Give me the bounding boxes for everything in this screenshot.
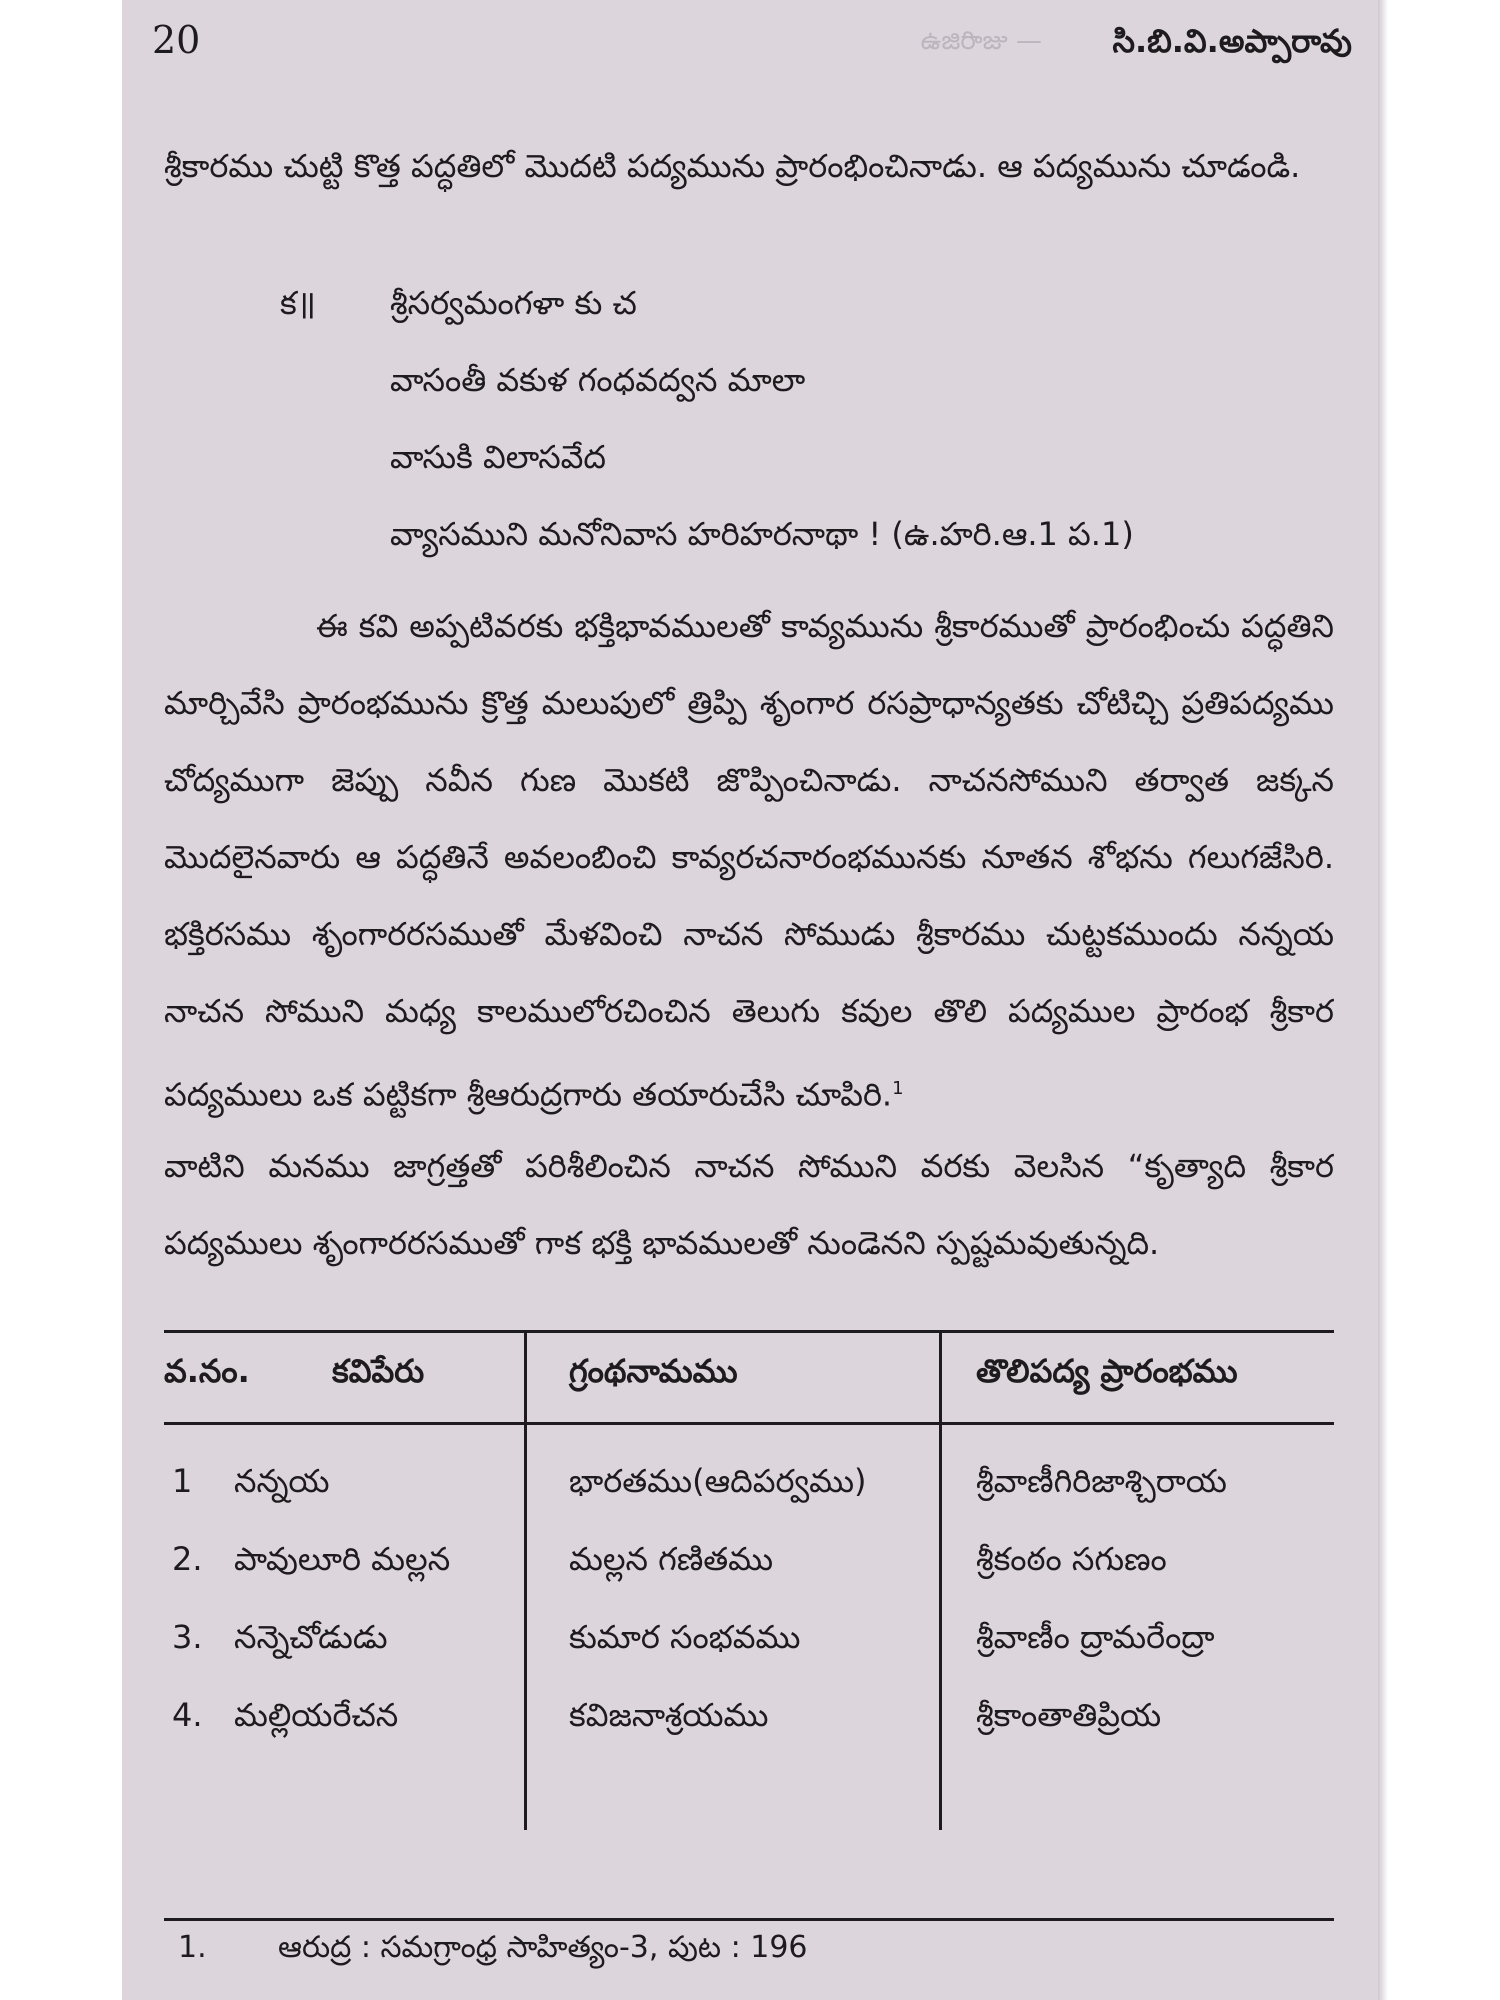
row-work: మల్లన గణితము — [569, 1540, 774, 1578]
row-poet: నన్నయ — [234, 1462, 330, 1500]
verse-line: శ్రీసర్వమంగళా కు చ — [390, 284, 637, 322]
page-header — [152, 18, 1352, 68]
table-header-rule — [164, 1422, 1334, 1425]
paragraph-commentary — [164, 588, 1334, 1134]
row-poet: మల్లియరేచన — [234, 1696, 399, 1734]
footnote-reference: 1 — [892, 1078, 904, 1099]
footnote-rule — [164, 1918, 1334, 1921]
table-column-divider — [939, 1330, 942, 1830]
row-serial: 3. — [172, 1618, 203, 1656]
row-poet: నన్నెచోడుడు — [234, 1618, 388, 1656]
page-number: 20 — [152, 18, 201, 62]
row-opening: శ్రీవాణీగిరిజాశ్చిరాయ — [976, 1462, 1227, 1500]
paragraph-intro: శ్రీకారము చుట్టి కొత్త పద్ధతిలో మొదటి పద్యమును ప్రారంభించినాడు. ఆ పద్యమును చూడండి. — [164, 147, 1301, 185]
header-serial: వ.నం. — [164, 1352, 250, 1390]
running-title: సి.బి.వి.అప్పారావు — [1112, 22, 1352, 60]
row-serial: 4. — [172, 1696, 203, 1734]
poets-table — [164, 1330, 1334, 1832]
row-opening: శ్రీకాంతాతిప్రియ — [976, 1696, 1162, 1734]
row-work: కవిజనాశ్రయము — [569, 1696, 769, 1734]
verse-line: వాసుకి విలాసవేద — [390, 438, 607, 476]
book-page — [122, 0, 1378, 2000]
row-work: కుమార సంభవము — [569, 1618, 801, 1656]
footnote — [178, 1930, 808, 1972]
row-serial: 2. — [172, 1540, 203, 1578]
row-poet: పావులూరి మల్లన — [234, 1540, 451, 1578]
verse-meter-marker: క॥ — [280, 284, 316, 322]
page-edge-shadow — [1378, 0, 1388, 2000]
footnote-number: 1. — [178, 1930, 207, 1965]
verse-line: వ్యాసముని మనోనివాస హరిహరనాథా ! (ఉ.హరి.ఆ.1 ప.1) — [390, 515, 1134, 553]
header-opening: తొలిపద్య ప్రారంభము — [976, 1352, 1238, 1390]
table-column-divider — [524, 1330, 527, 1830]
header-work: గ్రంథనామము — [569, 1352, 738, 1390]
row-work: భారతము(ఆదిపర్వము) — [569, 1462, 867, 1500]
footnote-text: ఆరుద్ర : సమగ్రాంధ్ర సాహిత్యం-3, పుట : 196 — [278, 1930, 808, 1965]
row-opening: శ్రీకంఠం సగుణం — [976, 1540, 1167, 1578]
paragraph-commentary-text: ఈ కవి అప్పటివరకు భక్తిభావములతో కావ్యమును శ్రీకారముతో ప్రారంభించు పద్ధతిని మార్చివేసి ప్రారంభమును క్రొత్త మలుపులో త్రిప్పి శృంగార రసప్రాధాన్యతకు చోటిచ్చి ప్రతిపద్యము చోద్యముగా జెప్పు నవీన గుణ మొకటి జొప్పించినాడు. నాచనసోముని తర్వాత జక్కన మొదలైనవారు ఆ పద్ధతినే అవలంబించి కావ్యరచనారంభమునకు నూతన శోభను గలుగజేసిరి. భక్తిరసము శృంగారరసముతో మేళవించి నాచన సోముడు శ్రీకారము చుట్టకముందు నన్నయ నాచన సోముని మధ్య కాలములోరచించిన తెలుగు కవుల తొలి పద్యముల ప్రారంభ శ్రీకార పద్యములు ఒక పట్టికగా శ్రీఆరుద్రగారు తయారుచేసి చూపిరి. — [164, 607, 1334, 1114]
header-poet: కవిపేరు — [332, 1352, 425, 1390]
verse-line: వాసంతీ వకుళ గంధవద్వన మాలా — [390, 361, 806, 399]
row-serial: 1 — [172, 1462, 193, 1500]
table-top-rule — [164, 1330, 1334, 1333]
paragraph-conclusion: వాటిని మనము జాగ్రత్తతో పరిశీలించిన నాచన సోముని వరకు వెలసిన “కృత్యాది శ్రీకార పద్యములు శృంగారరసముతో గాక భక్తి భావములతో నుండెనని స్పష్టమవుతున్నది. — [164, 1147, 1334, 1262]
row-opening: శ్రీవాణీం ద్రామరేంద్రా — [976, 1618, 1215, 1656]
show-through-text: ఉజిరిాజు — — [920, 26, 1042, 56]
